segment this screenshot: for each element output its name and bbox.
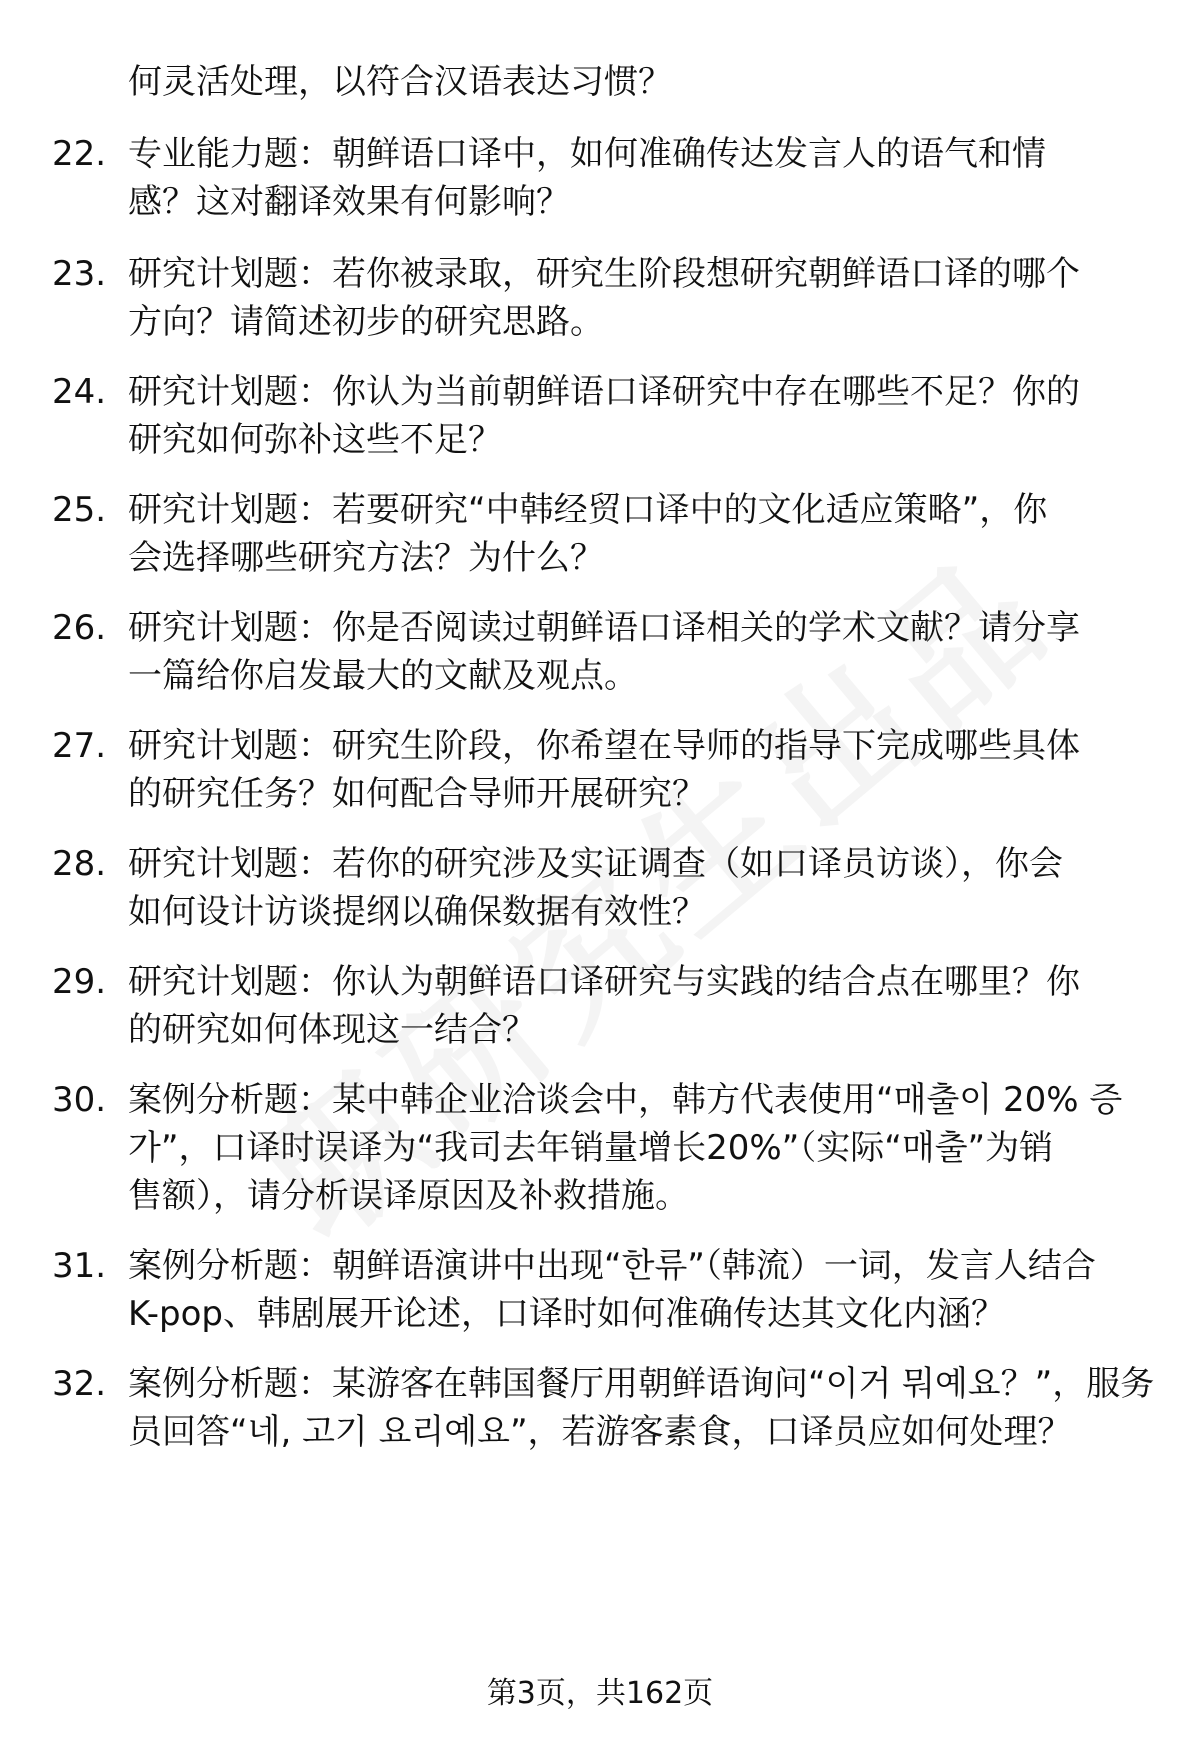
question-line: 案例分析题：某游客在韩国餐厅用朝鲜语询问“이거 뭐예요？”，服务	[128, 1364, 1155, 1404]
question-number: 30.	[52, 1080, 107, 1120]
question-number: 27.	[52, 726, 107, 766]
question-text	[128, 958, 1128, 1054]
question-line: K-pop、韩剧展开论述，口译时如何准确传达其文化内涵？	[128, 1294, 1005, 1334]
question-text	[128, 368, 1128, 464]
question-text	[128, 722, 1128, 818]
question-number: 29.	[52, 962, 107, 1002]
question-line: 研究计划题：若要研究“中韩经贸口译中的文化适应策略”，你	[128, 490, 1048, 530]
question-line: 感？这对翻译效果有何影响？	[128, 182, 570, 222]
question-line: 研究计划题：你认为朝鲜语口译研究与实践的结合点在哪里？你	[128, 962, 1080, 1002]
question-text	[128, 130, 1128, 226]
page-footer: 第3页，共162页	[486, 1676, 714, 1711]
question-line: 研究计划题：若你的研究涉及实证调查（如口译员访谈），你会	[128, 844, 1063, 884]
question-line: 的研究任务？如何配合导师开展研究？	[128, 774, 706, 814]
question-line: 如何设计访谈提纲以确保数据有效性？	[128, 892, 706, 932]
question-line: 研究计划题：研究生阶段，你希望在导师的指导下完成哪些具体	[128, 726, 1080, 766]
question-line: 研究计划题：你认为当前朝鲜语口译研究中存在哪些不足？你的	[128, 372, 1080, 412]
question-text	[128, 1360, 1155, 1456]
question-number: 28.	[52, 844, 107, 884]
question-line: 研究计划题：若你被录取，研究生阶段想研究朝鲜语口译的哪个	[128, 254, 1080, 294]
question-line: 方向？请简述初步的研究思路。	[128, 302, 604, 342]
question-number: 31.	[52, 1246, 107, 1286]
question-text	[128, 840, 1128, 936]
question-text	[128, 486, 1128, 582]
question-number: 22.	[52, 134, 107, 174]
question-line: 가”，口译时误译为“我司去年销量增长20%”（实际“매출”为销	[128, 1128, 1054, 1168]
question-number: 24.	[52, 372, 107, 412]
question-line: 专业能力题：朝鲜语口译中，如何准确传达发言人的语气和情	[128, 134, 1046, 174]
question-line: 员回答“네, 고기 요리예요”，若游客素食，口译员应如何处理？	[128, 1412, 1072, 1452]
question-number: 25.	[52, 490, 107, 530]
question-line: 案例分析题：某中韩企业洽谈会中，韩方代表使用“매출이 20% 증	[128, 1080, 1123, 1120]
continuation-line: 何灵活处理，以符合汉语表达习惯？	[128, 62, 672, 102]
question-number: 32.	[52, 1364, 107, 1404]
question-line: 会选择哪些研究方法？为什么？	[128, 538, 604, 578]
question-text	[128, 1076, 1128, 1220]
question-line: 的研究如何体现这一结合？	[128, 1010, 536, 1050]
question-text	[128, 1242, 1128, 1338]
question-text	[128, 604, 1128, 700]
question-line: 售额），请分析误译原因及补救措施。	[128, 1176, 689, 1216]
question-number: 26.	[52, 608, 107, 648]
question-line: 案例分析题：朝鲜语演讲中出现“한류”（韩流）一词，发言人结合	[128, 1246, 1096, 1286]
question-text	[128, 250, 1128, 346]
question-number: 23.	[52, 254, 107, 294]
question-line: 研究如何弥补这些不足？	[128, 420, 502, 460]
question-line: 研究计划题：你是否阅读过朝鲜语口译相关的学术文献？请分享	[128, 608, 1080, 648]
question-line: 一篇给你启发最大的文献及观点。	[128, 656, 638, 696]
